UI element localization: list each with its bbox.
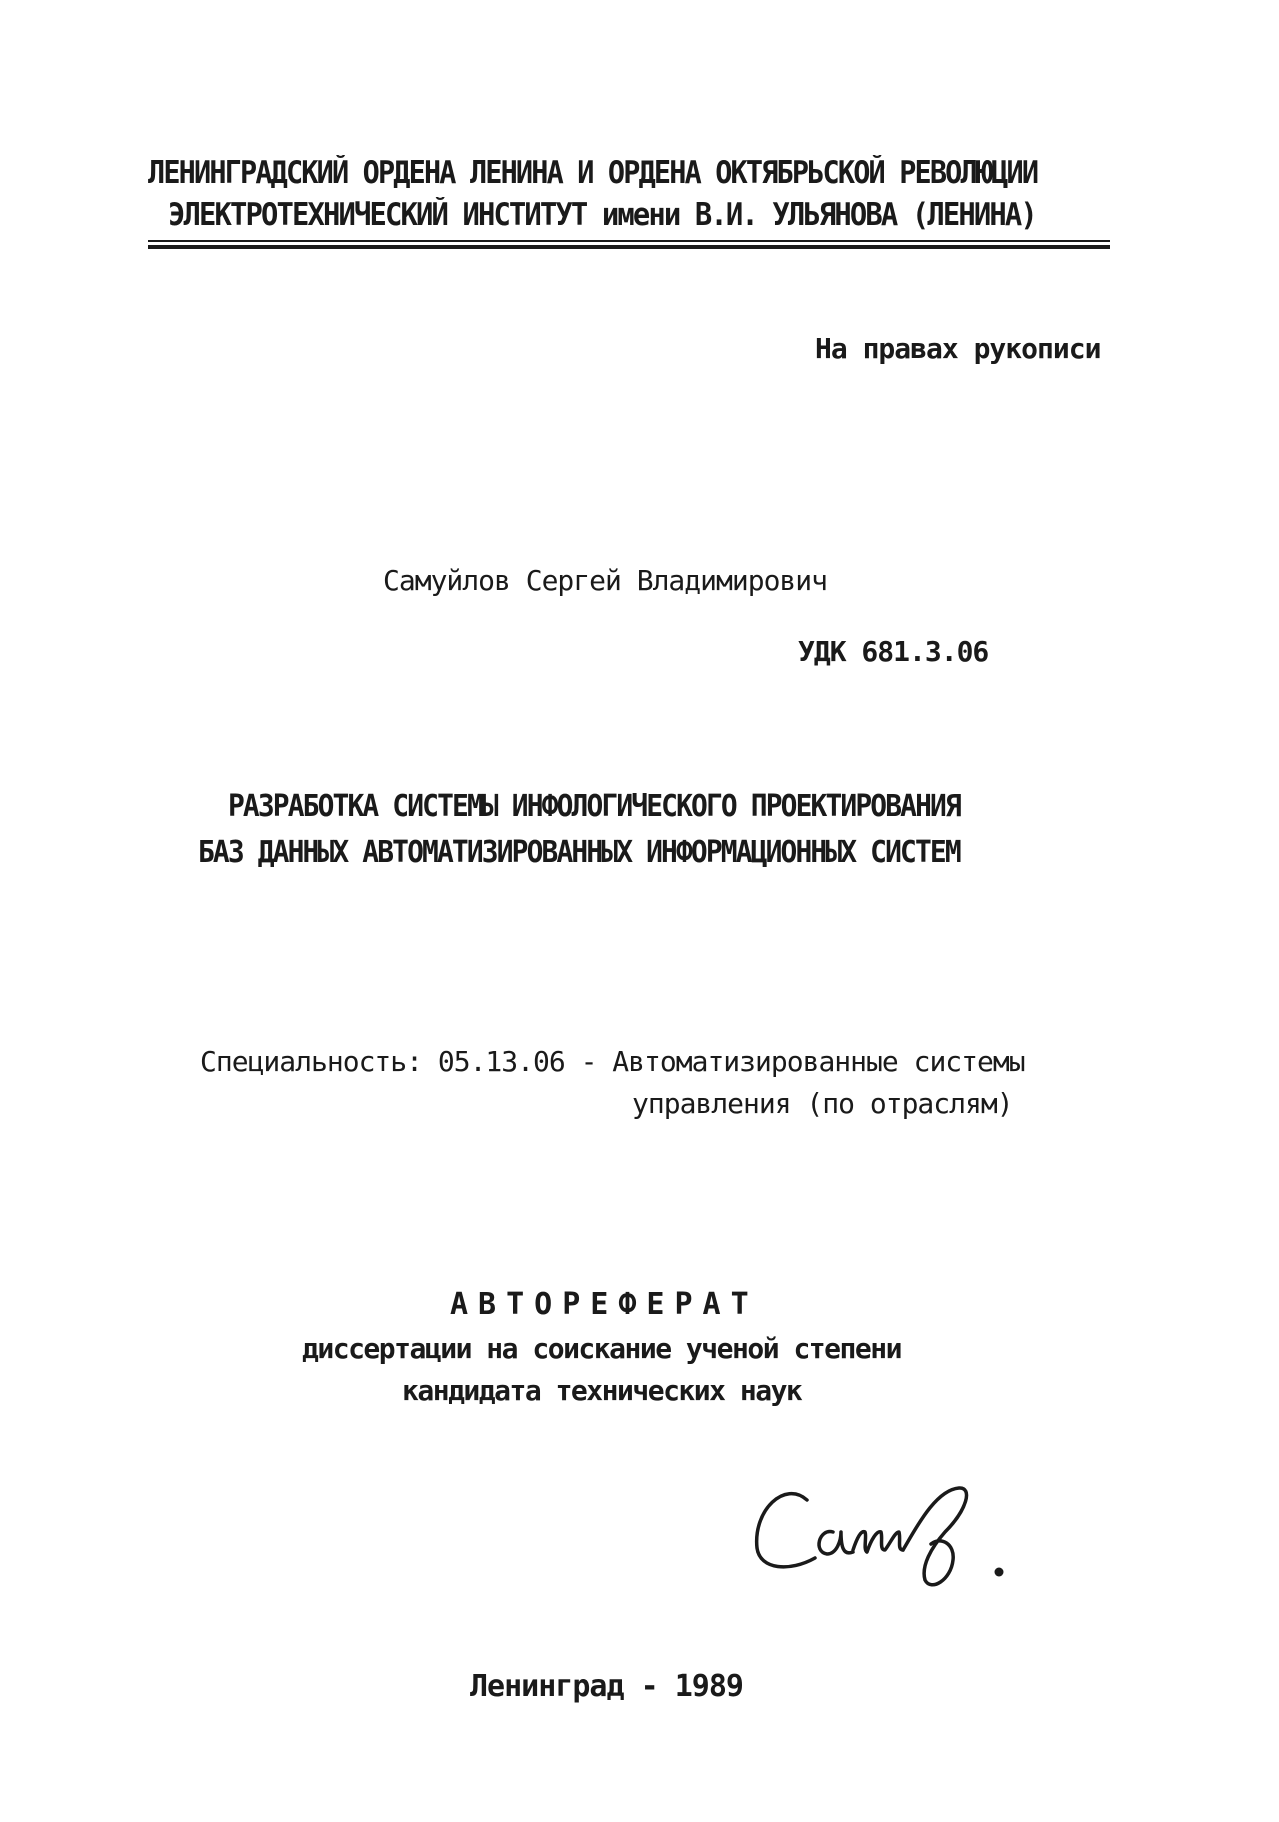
institution-line-1: ЛЕНИНГРАДСКИЙ ОРДЕНА ЛЕНИНА И ОРДЕНА ОКТЯБРЬСКОЙ РЕВОЛЮЦИИ xyxy=(148,155,1038,191)
dissertation-title-line-1: РАЗРАБОТКА СИСТЕМЫ ИНФОЛОГИЧЕСКОГО ПРОЕКТИРОВАНИЯ xyxy=(228,789,960,824)
header-rule-thin xyxy=(148,240,1110,242)
abstract-subtitle-line-1: диссертации на соискание ученой степени xyxy=(302,1332,901,1365)
author-name: Самуйлов Сергей Владимирович xyxy=(383,564,828,597)
specialty-line-2: управления (по отраслям) xyxy=(632,1087,1013,1120)
institution-line-2: ЭЛЕКТРОТЕХНИЧЕСКИЙ ИНСТИТУТ имени В.И. УЛЬЯНОВА (ЛЕНИНА) xyxy=(168,197,1036,233)
udk-code: УДК 681.3.06 xyxy=(798,635,989,668)
abstract-label: АВТОРЕФЕРАТ xyxy=(450,1287,759,1322)
city-year: Ленинград - 1989 xyxy=(470,1669,743,1704)
abstract-subtitle-line-2: кандидата технических наук xyxy=(402,1374,802,1407)
specialty-line-1: Специальность: 05.13.06 - Автоматизированные системы xyxy=(200,1045,1025,1078)
rights-note: На правах рукописи xyxy=(815,332,1101,365)
header-rule-thick xyxy=(148,245,1110,249)
dissertation-title-line-2: БАЗ ДАННЫХ АВТОМАТИЗИРОВАННЫХ ИНФОРМАЦИОННЫХ СИСТЕМ xyxy=(198,835,960,870)
signature-icon xyxy=(745,1470,1025,1600)
